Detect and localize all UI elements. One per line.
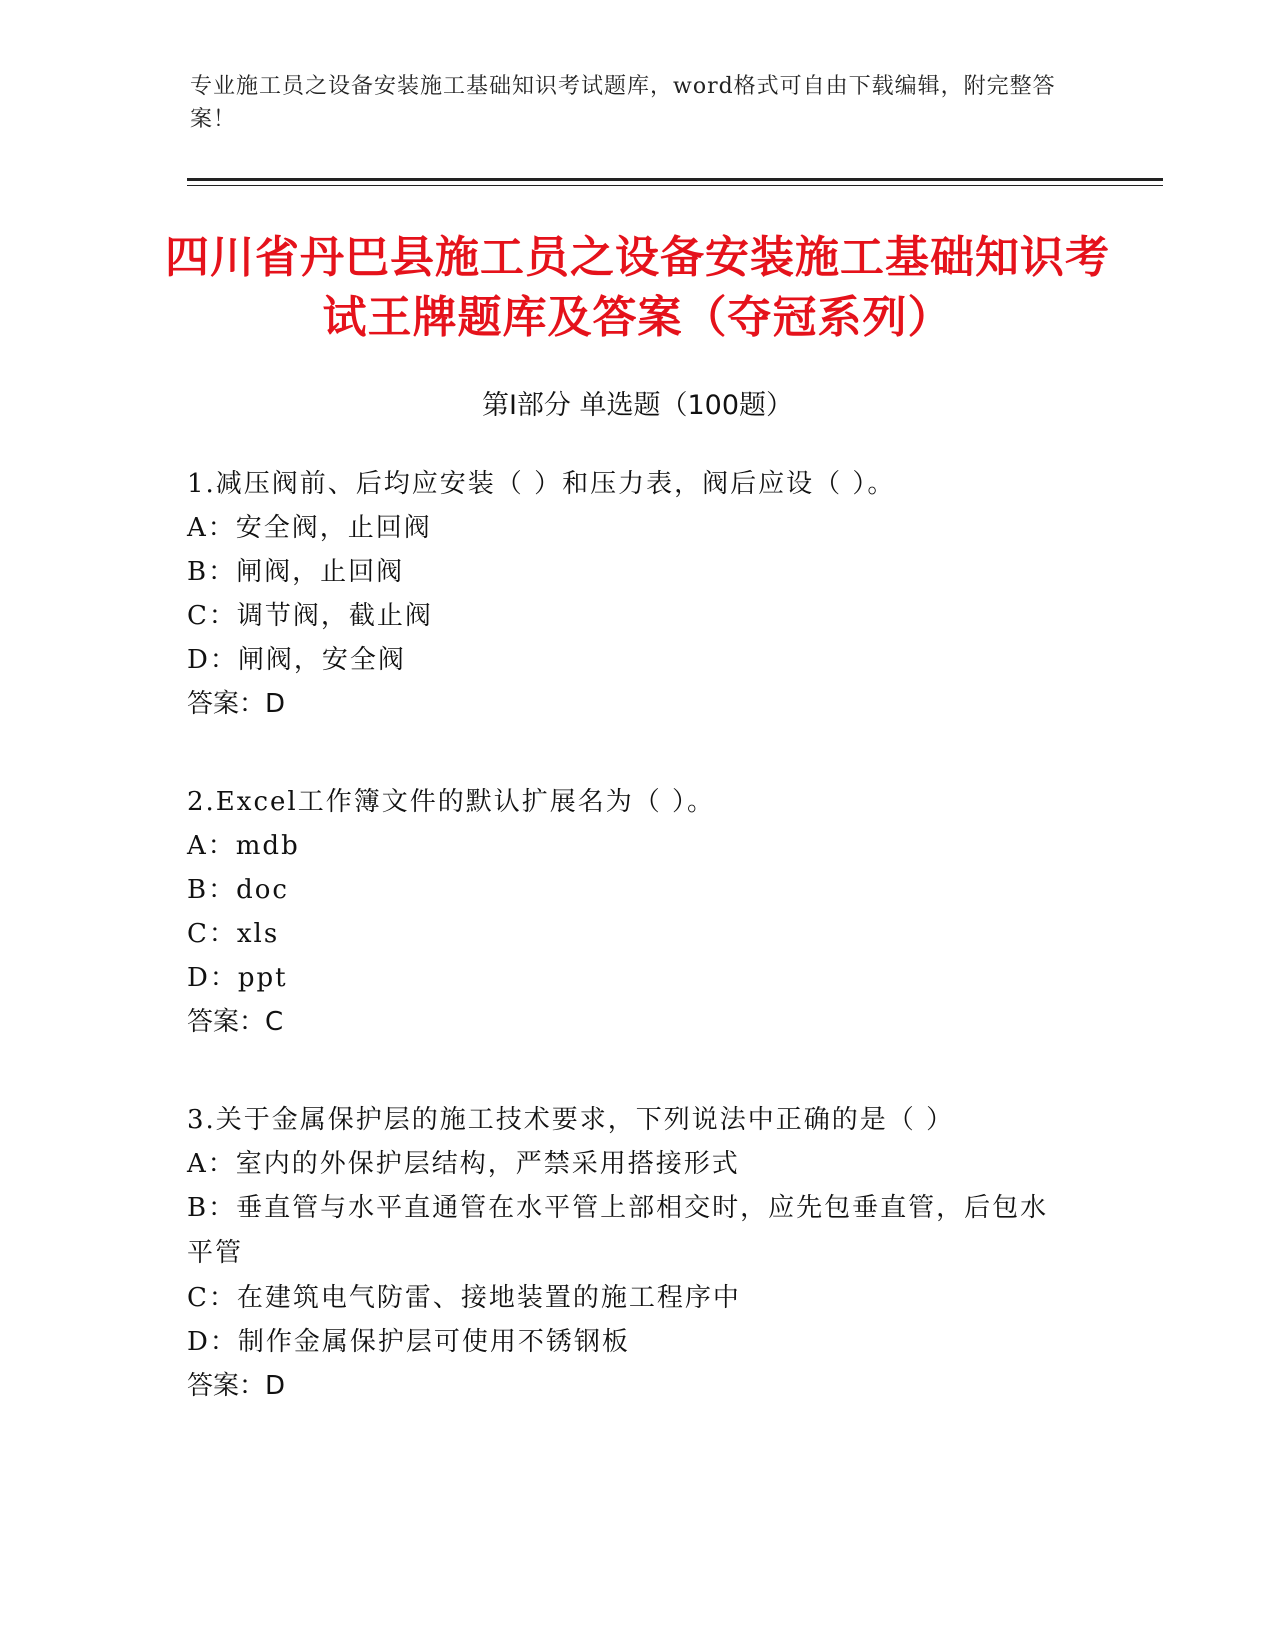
section-heading: 第Ⅰ部分 单选题（100题）: [481, 390, 794, 421]
question-2-stem: 2.Excel工作簿文件的默认扩展名为（ ）。: [187, 787, 715, 817]
question-3-option-c: C：在建筑电气防雷、接地装置的施工程序中: [187, 1283, 741, 1313]
header-divider-thin: [187, 185, 1163, 186]
header-divider-thick: [187, 178, 1163, 181]
question-1-stem: 1.减压阀前、后均应安装（ ）和压力表，阀后应设（ ）。: [187, 469, 896, 499]
header-note: 专业施工员之设备安装施工基础知识考试题库，word格式可自由下载编辑，附完整答案！: [190, 74, 1056, 132]
question-2-option-a: A：mdb: [187, 831, 300, 861]
question-3-option-a: A：室内的外保护层结构，严禁采用搭接形式: [187, 1149, 740, 1179]
question-3-stem: 3.关于金属保护层的施工技术要求，下列说法中正确的是（ ）: [187, 1105, 955, 1135]
question-1-option-d: D：闸阀，安全阀: [187, 645, 406, 675]
question-2-option-d: D：ppt: [187, 963, 288, 993]
question-1-answer: 答案：D: [187, 689, 286, 719]
question-3-option-d: D：制作金属保护层可使用不锈钢板: [187, 1327, 630, 1357]
document-title: 四川省丹巴县施工员之设备安装施工基础知识考试王牌题库及答案（夺冠系列）: [165, 232, 1110, 343]
question-2-option-b: B：doc: [187, 875, 289, 905]
question-1-option-a: A：安全阀，止回阀: [187, 513, 432, 543]
question-1-option-c: C：调节阀，截止阀: [187, 601, 433, 631]
question-1-option-b: B：闸阀，止回阀: [187, 557, 405, 587]
question-3-answer: 答案：D: [187, 1371, 286, 1401]
question-3-option-b: B：垂直管与水平直通管在水平管上部相交时，应先包垂直管，后包水平管: [187, 1193, 1049, 1268]
question-2-option-c: C：xls: [187, 919, 280, 949]
question-2-answer: 答案：C: [187, 1007, 284, 1037]
